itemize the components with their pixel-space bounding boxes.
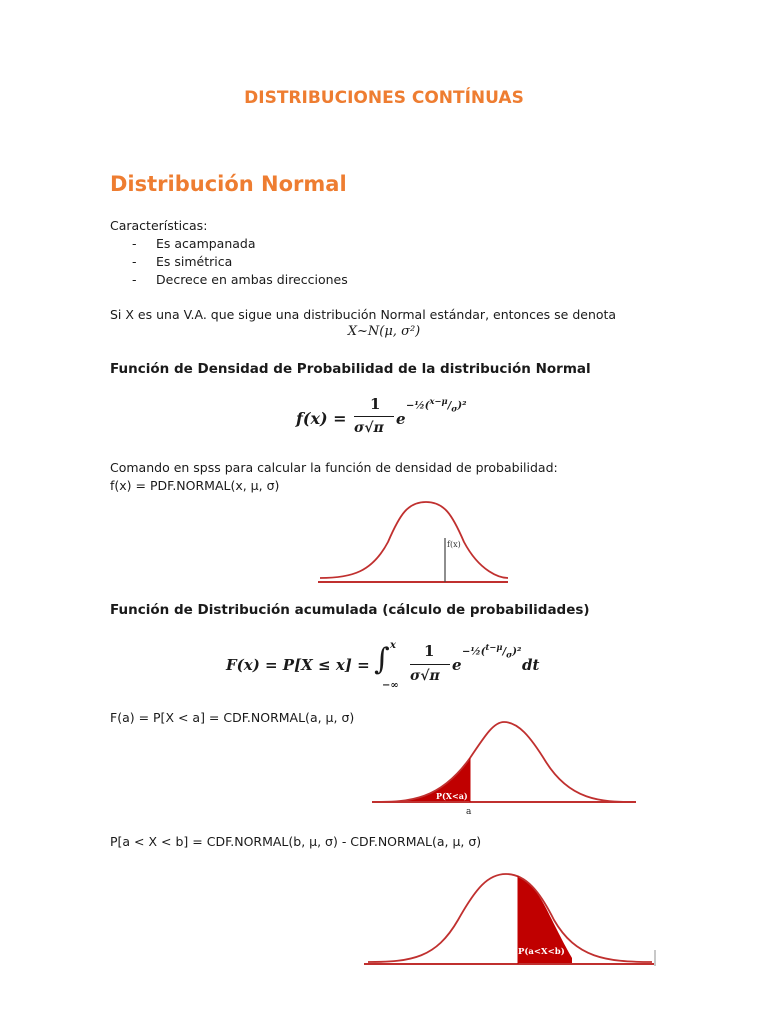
notation-sentence: Si X es una V.A. que sigue una distribución Normal estándar, entonces se denota [110, 307, 617, 322]
cumulative-formula: F(x) = P[X ≤ x] = ∫ x −∞ 1 σ√π e $-\frac{1}{2}(^{t-\mu}/_\sigma)^2$ dt [226, 640, 540, 691]
list-item [110, 236, 256, 251]
section-title: Distribución Normal [110, 172, 347, 196]
density-heading: Función de Densidad de Probabilidad de la distribución Normal [110, 361, 591, 377]
list-dash: - [132, 254, 137, 269]
probability-label: P(a<X<b) [518, 947, 565, 957]
cdf-left-tail-figure [370, 718, 640, 818]
page-title: DISTRIBUCIONES CONTÍNUAS [244, 88, 524, 108]
cdf-interval-command: P[a < X < b] = CDF.NORMAL(b, μ, σ) - CDF.NORMAL(a, μ, σ) [110, 834, 482, 849]
normal-curve [374, 722, 634, 802]
cdf-command: F(a) = P[X < a] = CDF.NORMAL(a, μ, σ) [110, 710, 355, 725]
notation-formula: X~N(μ, σ²) [347, 324, 421, 339]
cumulative-heading: Función de Distribución acumulada (cálculo de probabilidades) [110, 602, 590, 618]
list-item-text: Es acampanada [156, 236, 256, 251]
list-dash: - [132, 236, 137, 251]
normal-curve [320, 502, 508, 578]
a-axis-label: a [466, 807, 472, 817]
list-item [110, 272, 348, 287]
fx-label: f(x) [447, 540, 461, 549]
probability-label: P(X<a) [436, 791, 468, 801]
normal-curve [368, 874, 652, 962]
list-item-text: Es simétrica [156, 254, 233, 269]
density-command: f(x) = PDF.NORMAL(x, μ, σ) [110, 478, 280, 493]
density-curve-figure [312, 494, 512, 586]
list-item [110, 254, 232, 269]
list-dash: - [132, 272, 137, 287]
density-formula: f(x) = 1 σ√π e $-\frac{1}{2}(^{x-\mu}/_\sigma)^2$ [296, 395, 467, 436]
list-item-text: Decrece en ambas direcciones [156, 272, 348, 287]
density-command-intro: Comando en spss para calcular la función de densidad de probabilidad: [110, 460, 558, 475]
cdf-interval-figure [362, 866, 658, 970]
characteristics-heading: Características: [110, 218, 208, 233]
